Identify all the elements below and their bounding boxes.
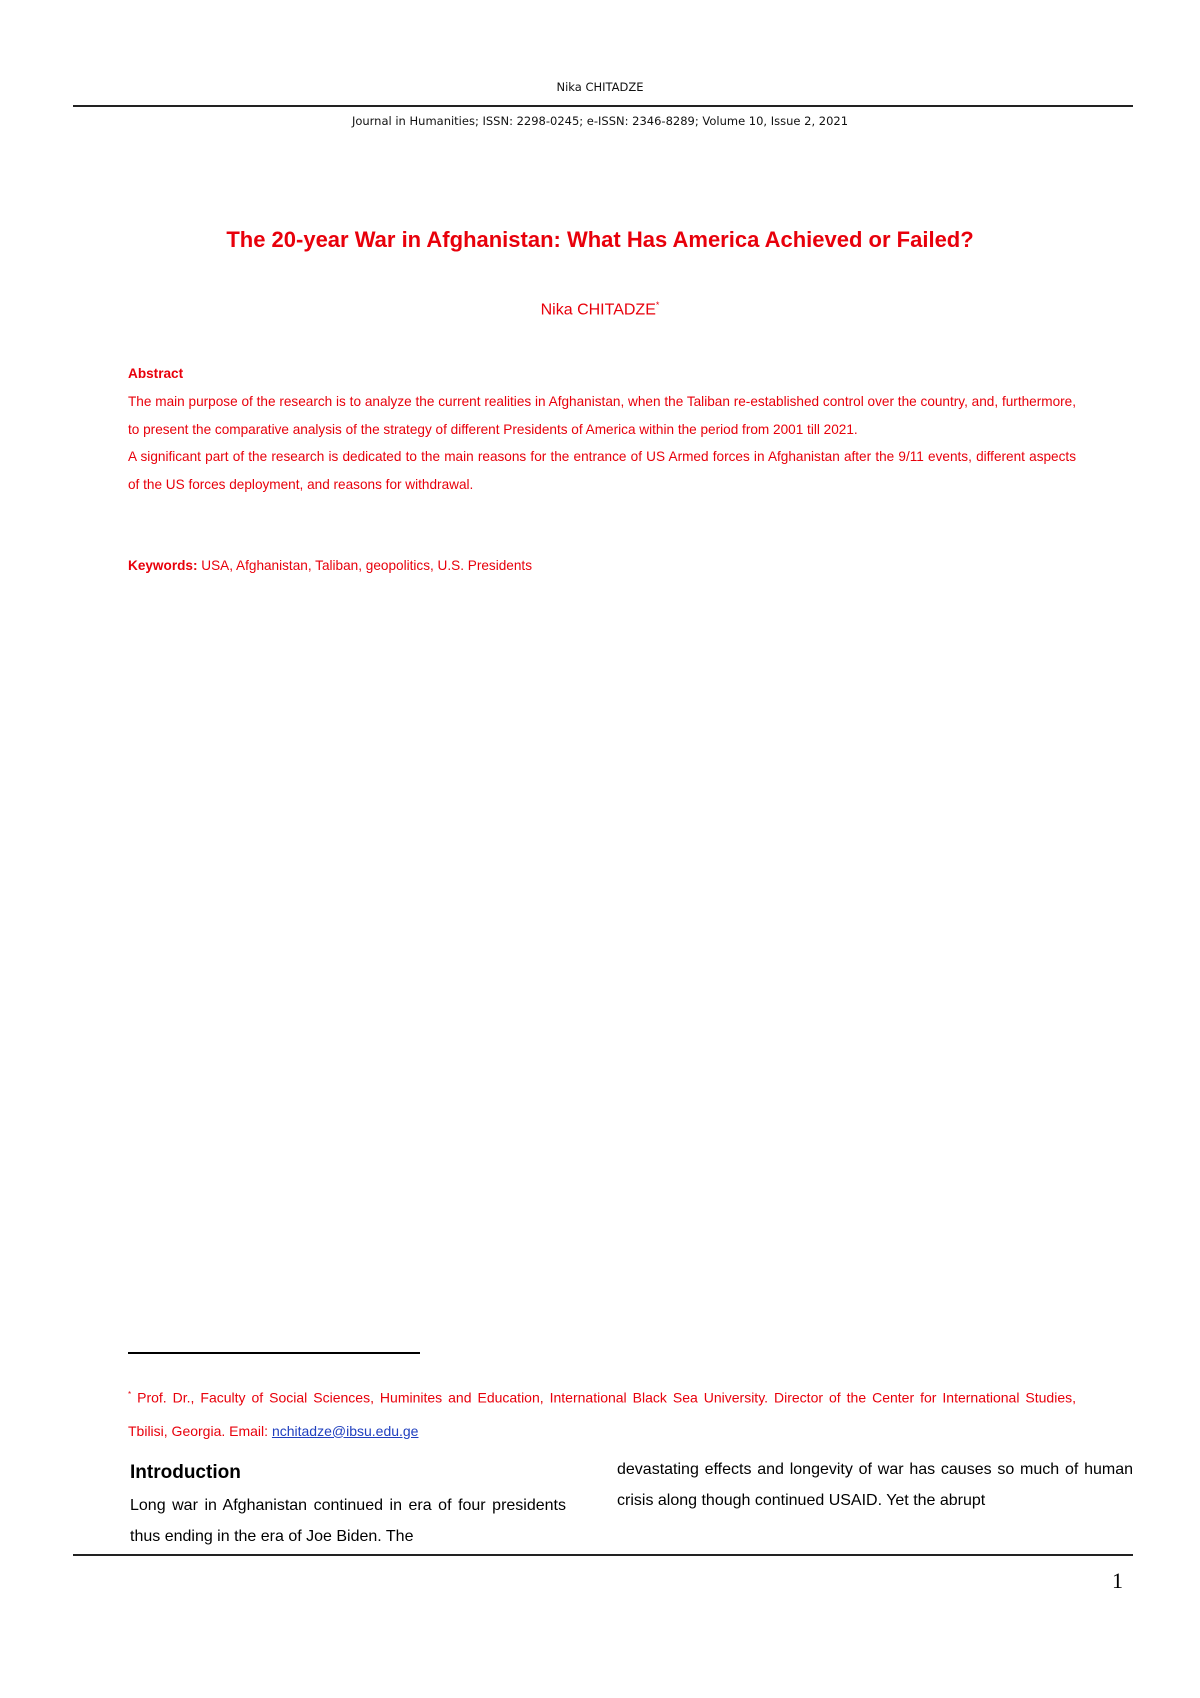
author-line <box>0 300 1200 319</box>
footnote-separator <box>128 1352 420 1354</box>
paper-title: The 20-year War in Afghanistan: What Has America Achieved or Failed? <box>226 227 974 252</box>
header-rule <box>73 105 1133 107</box>
author-name: Nika CHITADZE <box>540 301 656 319</box>
abstract-paragraph: A significant part of the research is dedicated to the main reasons for the entrance of US Armed forces in Afghanistan after the 9/11 events, different aspects of the US forces deployment, and reasons for withdrawal. <box>128 449 1076 492</box>
left-column <box>130 1458 566 1552</box>
author-footnote-marker: * <box>655 300 660 310</box>
abstract-section <box>128 364 1076 498</box>
introduction-heading: Introduction <box>130 1462 241 1483</box>
abstract-paragraph: The main purpose of the research is to analyze the current realities in Afghanistan, when the Taliban re-established control over the country, and, furthermore, to present the comparative analysis of the strategy of different Presidents of America within the period from 2001 till 2021. <box>128 394 1076 437</box>
right-column <box>617 1454 1133 1516</box>
keywords-label: Keywords: <box>128 558 198 573</box>
introduction-right-text: devastating effects and longevity of war has causes so much of human crisis along though continued USAID. Yet the abrupt <box>617 1461 1133 1509</box>
abstract-heading: Abstract <box>128 366 184 381</box>
page-number: 1 <box>1112 1568 1123 1593</box>
keywords-text: USA, Afghanistan, Taliban, geopolitics, U.S. Presidents <box>201 558 532 573</box>
footnote-text: Prof. Dr., Faculty of Social Sciences, Huminites and Education, International Black Sea University. Director of the Center for International Studies, Tbilisi, Georgia. Email: <box>128 1389 1077 1439</box>
journal-citation: Journal in Humanities; ISSN: 2298-0245; e-ISSN: 2346-8289; Volume 10, Issue 2, 2021 <box>351 114 849 128</box>
footnote <box>128 1378 1076 1448</box>
running-head: Nika CHITADZE <box>556 80 644 94</box>
footer-rule <box>73 1554 1133 1556</box>
footnote-email-link[interactable]: nchitadze@ibsu.edu.ge <box>271 1422 419 1439</box>
footnote-marker: * <box>128 1390 132 1399</box>
keywords-line <box>128 558 1076 573</box>
introduction-left-text: Long war in Afghanistan continued in era of four presidents thus ending in the era of Joe Biden. The <box>130 1497 566 1545</box>
